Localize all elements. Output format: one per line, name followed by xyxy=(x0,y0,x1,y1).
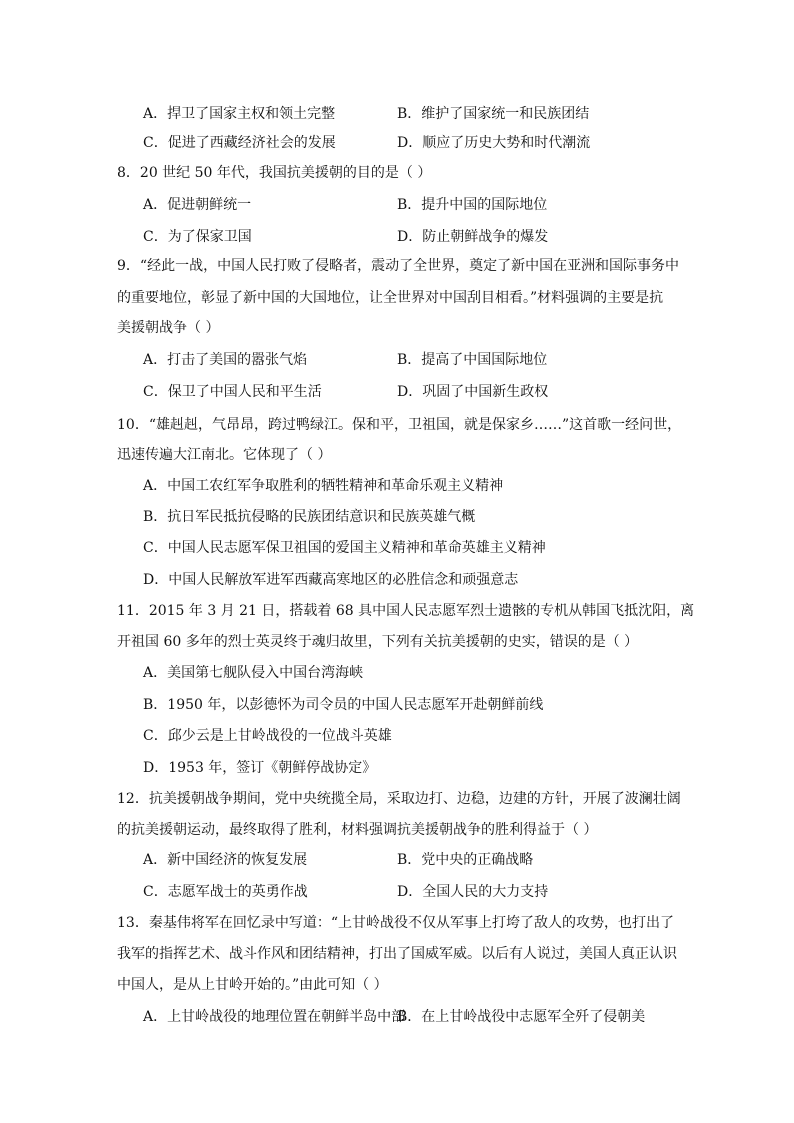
option-left: A．上甘岭战役的地理位置在朝鲜半岛中部 xyxy=(143,1009,406,1025)
option-line: D．中国人民解放军进军西藏高寒地区的必胜信念和顽强意志 xyxy=(143,572,519,588)
option-right: D．巩固了中国新生政权 xyxy=(397,384,549,400)
question-text: 8．20 世纪 50 年代，我国抗美援朝的目的是（ ） xyxy=(117,165,432,181)
option-right: B．党中央的正确战略 xyxy=(397,852,534,868)
option-line: A．美国第七舰队侵入中国台湾海峡 xyxy=(143,665,364,681)
option-right: B．提高了中国国际地位 xyxy=(397,352,548,368)
option-right: D．防止朝鲜战争的爆发 xyxy=(397,229,549,245)
option-line: C．邱少云是上甘岭战役的一位战斗英雄 xyxy=(143,728,392,744)
question-text: 迅速传遍大江南北。它体现了（ ） xyxy=(117,447,332,463)
option-left: C．保卫了中国人民和平生活 xyxy=(143,384,322,400)
question-text: 美援朝战争（ ） xyxy=(117,320,220,336)
option-line: C．中国人民志愿军保卫祖国的爱国主义精神和革命英雄主义精神 xyxy=(143,540,546,556)
option-line: B．1950 年，以彭德怀为司令员的中国人民志愿军开赴朝鲜前线 xyxy=(143,697,544,713)
option-line: A．中国工农红军争取胜利的牺牲精神和革命乐观主义精神 xyxy=(143,478,504,494)
question-text: 10．“雄赳赳，气昂昂，跨过鸭绿江。保和平，卫祖国，就是保家乡……”这首歌一经问世， xyxy=(117,417,682,433)
question-text: 11．2015 年 3 月 21 日，搭载着 68 具中国人民志愿军烈士遗骸的专机从韩国飞抵沈阳，离 xyxy=(117,603,695,619)
option-left: A．促进朝鲜统一 xyxy=(143,197,252,213)
option-left: A．捍卫了国家主权和领土完整 xyxy=(143,106,336,122)
option-left: A．新中国经济的恢复发展 xyxy=(143,852,308,868)
question-text: 我军的指挥艺术、战斗作风和团结精神，打出了国威军威。以后有人说过，美国人真正认识 xyxy=(117,946,677,962)
option-line: B．抗日军民抵抗侵略的民族团结意识和民族英雄气概 xyxy=(143,509,476,525)
question-text: 中国人，是从上甘岭开始的。”由此可知（ ） xyxy=(117,977,388,993)
option-right: B．在上甘岭战役中志愿军全歼了侵朝美 xyxy=(397,1009,646,1025)
question-text: 13．秦基伟将军在回忆录中写道：“上甘岭战役不仅从军事上打垮了敌人的攻势，也打出了 xyxy=(117,915,674,931)
question-text: 的重要地位，彰显了新中国的大国地位，让全世界对中国刮目相看。”材料强调的主要是抗 xyxy=(117,290,664,306)
option-left: C．志愿军战士的英勇作战 xyxy=(143,884,308,900)
question-text: 12．抗美援朝战争期间，党中央统揽全局，采取边打、边稳，边建的方针，开展了波澜壮阔 xyxy=(117,791,681,807)
option-right: B．提升中国的国际地位 xyxy=(397,197,548,213)
option-left: A．打击了美国的嚣张气焰 xyxy=(143,352,308,368)
option-right: B．维护了国家统一和民族团结 xyxy=(397,106,590,122)
option-left: C．促进了西藏经济社会的发展 xyxy=(143,135,336,151)
question-text: 开祖国 60 多年的烈士英灵终于魂归故里，下列有关抗美援朝的史实，错误的是（ ） xyxy=(117,634,639,650)
option-line: D．1953 年，签订《朝鲜停战协定》 xyxy=(143,760,377,776)
option-right: D．顺应了历史大势和时代潮流 xyxy=(397,135,591,151)
question-text: 9．“经此一战，中国人民打败了侵略者，震动了全世界，奠定了新中国在亚洲和国际事务中 xyxy=(117,258,680,274)
question-text: 的抗美援朝运动，最终取得了胜利，材料强调抗美援朝战争的胜利得益于（ ） xyxy=(117,822,598,838)
option-right: D．全国人民的大力支持 xyxy=(397,884,549,900)
option-left: C．为了保家卫国 xyxy=(143,229,252,245)
